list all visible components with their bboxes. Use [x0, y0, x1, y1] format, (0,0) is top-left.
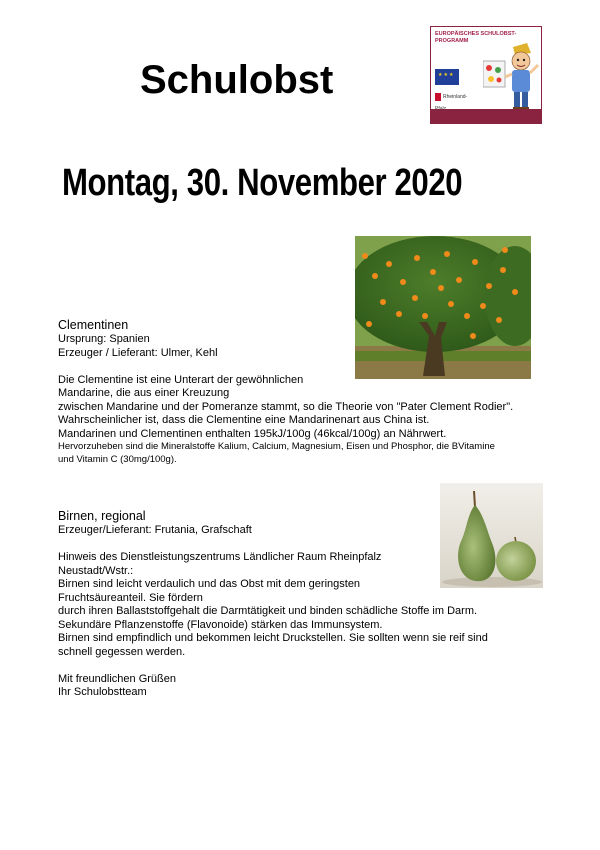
clementines-minerals-line: und Vitamin C (30mg/100g). [58, 453, 177, 465]
pears-text-line: schnell gegessen werden. [58, 645, 186, 658]
pears-text-line: Neustadt/Wstr.: [58, 564, 134, 577]
school-fruit-programme-logo [430, 26, 542, 124]
pears-text-line: Fruchtsäureanteil. Sie fördern [58, 591, 203, 604]
pears-section [58, 509, 488, 700]
clementines-text-line: zwischen Mandarine und der Pomeranze stammt, so die Theorie von "Pater Clement Rodier". [58, 400, 514, 413]
closing-greeting: Mit freundlichen Grüßen [58, 672, 176, 685]
clementines-minerals-line: Hervorzuheben sind die Mineralstoffe Kalium, Calcium, Magnesium, Eisen und Phosphor, die BVitamine [58, 441, 495, 452]
clementines-section [58, 318, 513, 466]
clementines-text-line: Mandarine, die aus einer Kreuzung [58, 387, 230, 399]
pears-text-line: Birnen sind empfindlich und bekommen leicht Druckstellen. Sie sollten wenn sie reif sind [58, 632, 488, 644]
pears-text-line: durch ihren Ballaststoffgehalt die Darmtätigkeit und binden schädliche Stoffe im Darm. [58, 605, 478, 617]
pears-text-line: Birnen sind leicht verdaulich und das Obst mit dem geringsten [58, 578, 361, 590]
spacer [58, 659, 488, 673]
pears-supplier: Erzeuger/Lieferant: Frutania, Grafschaft [58, 524, 252, 536]
clementines-origin: Ursprung: Spanien [58, 333, 150, 345]
logo-text-line-2: PROGRAMM [435, 38, 469, 44]
eu-flag-icon [435, 69, 459, 85]
clementines-text-line: Die Clementine ist eine Unterart der gewöhnlichen [58, 373, 304, 386]
clementines-supplier: Erzeuger / Lieferant: Ulmer, Kehl [58, 346, 218, 359]
closing-signature: Ihr Schulobstteam [58, 686, 147, 698]
spacer [58, 360, 513, 374]
page-title: Schulobst [140, 58, 334, 102]
pears-text-line: Sekundäre Pflanzenstoffe (Flavonoide) stärken das Immunsystem. [58, 618, 383, 631]
spacer [58, 538, 488, 552]
date-heading: Montag, 30. November 2020 [62, 162, 463, 204]
rheinland-pfalz-badge: Rheinland- [435, 91, 473, 103]
logo-band [431, 109, 541, 123]
clementines-text-line: Mandarinen und Clementinen enthalten 195kJ/100g (46kcal/100g) an Nährwert. [58, 427, 447, 440]
logo-text-line-1: EUROPÄISCHES SCHULOBST- [435, 31, 517, 37]
clementines-text-line: Wahrscheinlicher ist, dass die Clementine eine Mandarinenart aus China ist. [58, 414, 430, 426]
pears-text-line: Hinweis des Dienstleistungszentrums Ländlicher Raum Rheinpfalz [58, 551, 382, 563]
clementines-heading: Clementinen [58, 318, 129, 332]
pears-heading: Birnen, regional [58, 509, 146, 523]
